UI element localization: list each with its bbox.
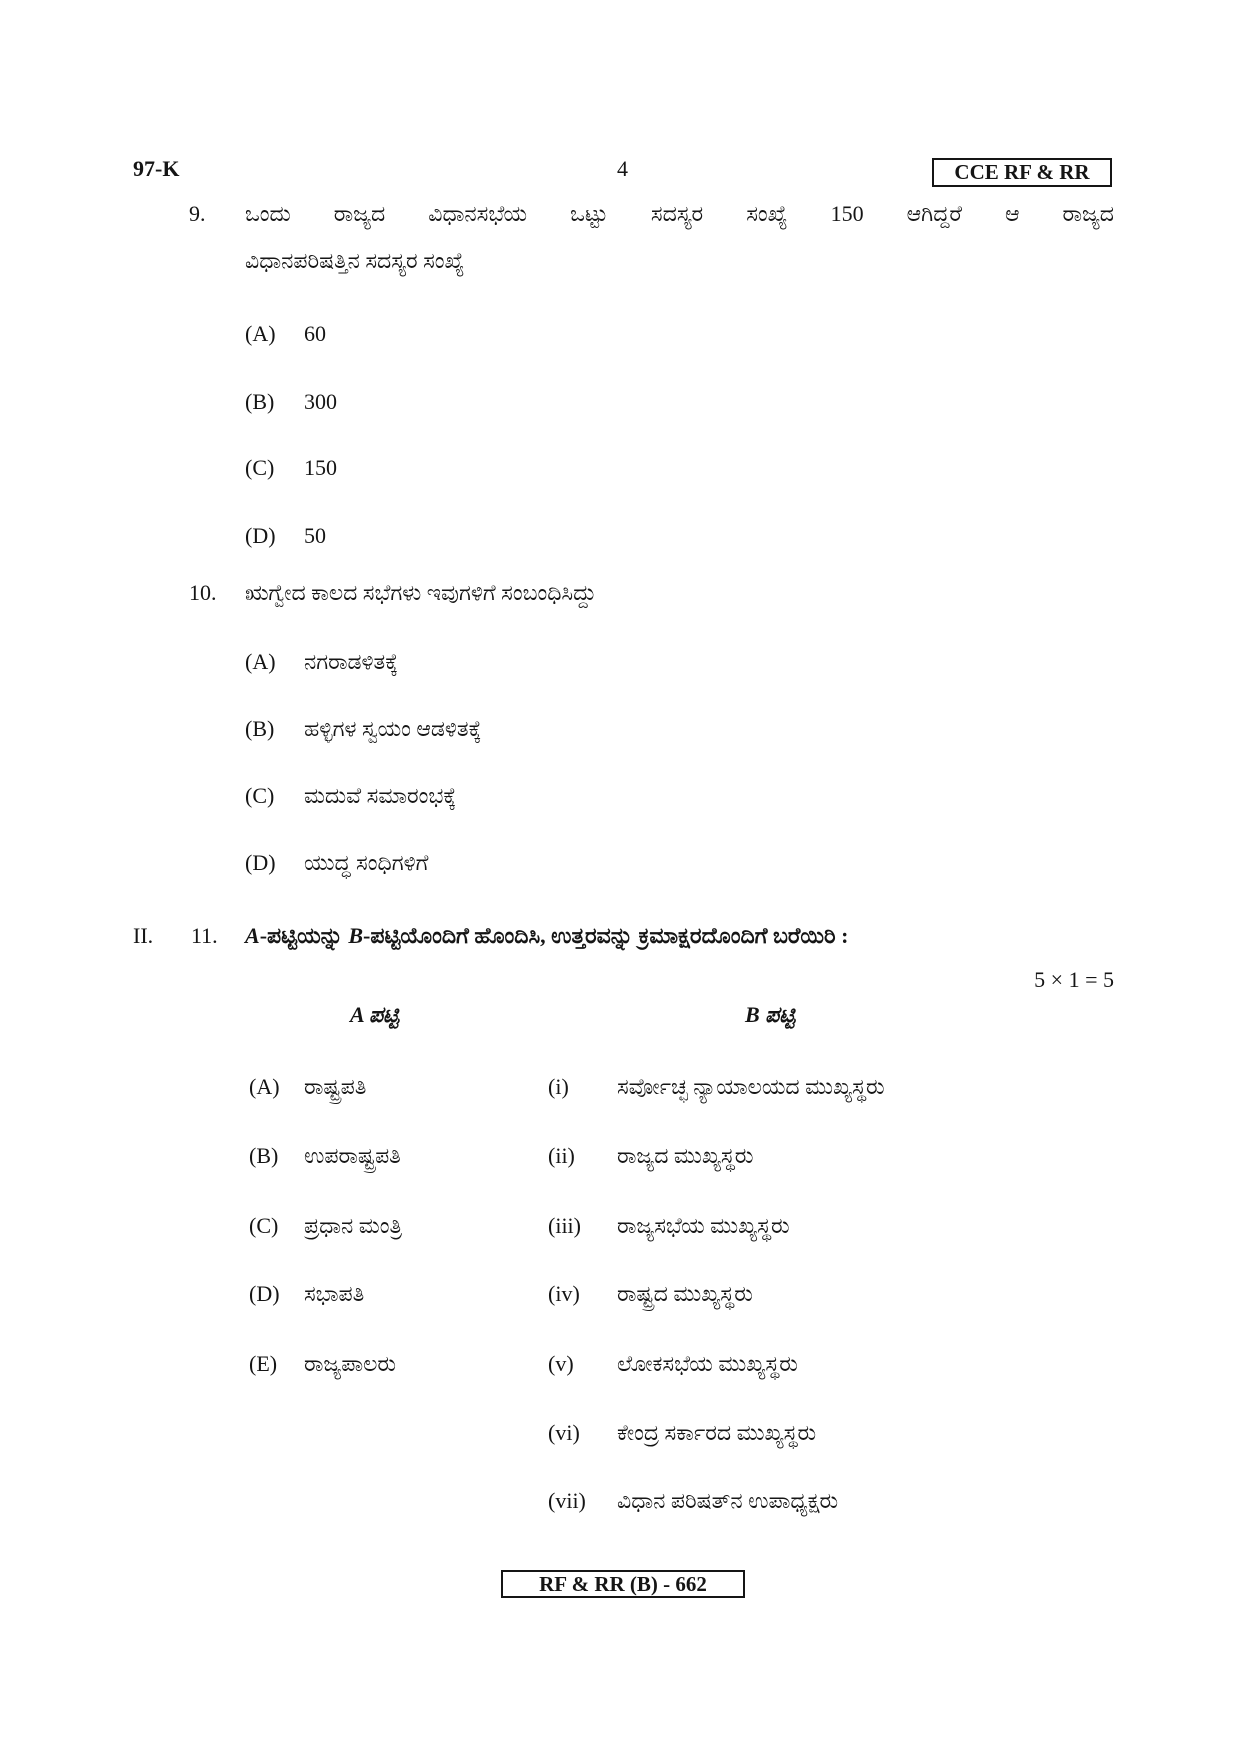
question-9-option xyxy=(245,455,337,481)
column-a-label: (D) xyxy=(249,1281,280,1306)
paper-code: 97-K xyxy=(133,156,180,181)
column-b-label: (vi) xyxy=(548,1420,580,1445)
page-number: 4 xyxy=(617,156,628,181)
question-9-text-line-2: ವಿಧಾನಪರಿಷತ್ತಿನ ಸದಸ್ಯರ ಸಂಖ್ಯೆ xyxy=(245,248,465,273)
option-text: ಮದುವೆ ಸಮಾರಂಭಕ್ಕೆ xyxy=(304,783,457,808)
column-a-item: ಪ್ರಧಾನ ಮಂತ್ರಿ xyxy=(304,1213,403,1238)
column-b-label: (iv) xyxy=(548,1281,580,1306)
column-b-item: ರಾಜ್ಯದ ಮುಖ್ಯಸ್ಥರು xyxy=(617,1143,754,1168)
column-b-label: (v) xyxy=(548,1351,574,1376)
column-a-item: ಸಭಾಪತಿ xyxy=(304,1281,365,1306)
list-b-letter: B xyxy=(348,923,364,948)
question-11-instruction xyxy=(245,923,848,949)
option-label: (B) xyxy=(245,389,275,414)
column-b-item: ಸರ್ವೋಚ್ಛ ನ್ಯಾಯಾಲಯದ ಮುಖ್ಯಸ್ಥರು xyxy=(617,1074,885,1099)
option-text: 50 xyxy=(304,523,326,548)
column-a-label: (C) xyxy=(249,1213,279,1238)
question-9-option xyxy=(245,389,337,415)
option-label: (C) xyxy=(245,455,275,480)
question-number-9: 9. xyxy=(189,201,206,226)
instruction-part: -ಪಟ್ಟಿಯನ್ನು xyxy=(259,923,349,948)
column-b-label: (i) xyxy=(548,1074,569,1099)
match-row xyxy=(249,1143,753,1169)
match-row xyxy=(249,1213,790,1239)
option-text: 300 xyxy=(304,389,337,414)
option-text: ಹಳ್ಳಿಗಳ ಸ್ವಯಂ ಆಡಳಿತಕ್ಕೆ xyxy=(304,716,482,741)
column-a-label: (A) xyxy=(249,1074,280,1099)
option-label: (A) xyxy=(245,649,276,674)
question-10-option xyxy=(245,850,428,876)
footer-code-box: RF & RR (B) - 662 xyxy=(501,1570,745,1598)
exam-tag-box: CCE RF & RR xyxy=(932,158,1112,187)
list-a-letter: A xyxy=(245,923,260,948)
option-label: (D) xyxy=(245,523,276,548)
column-b-item: ರಾಜ್ಯಸಭೆಯ ಮುಖ್ಯಸ್ಥರು xyxy=(617,1213,790,1238)
option-text: 60 xyxy=(304,321,326,346)
option-text: ನಗರಾಡಳಿತಕ್ಕೆ xyxy=(304,649,399,674)
question-10-option xyxy=(245,649,398,675)
section-number: II. xyxy=(133,923,154,948)
option-label: (B) xyxy=(245,716,275,741)
column-b-heading: B ಪಟ್ಟಿ xyxy=(745,1002,796,1027)
option-label: (D) xyxy=(245,850,276,875)
column-b-item: ವಿಧಾನ ಪರಿಷತ್‌ನ ಉಪಾಧ್ಯಕ್ಷರು xyxy=(617,1488,839,1513)
column-a-item: ರಾಷ್ಟ್ರಪತಿ xyxy=(304,1074,367,1099)
column-a-label: (E) xyxy=(249,1351,278,1376)
column-b-item: ರಾಷ್ಟ್ರದ ಮುಖ್ಯಸ್ಥರು xyxy=(617,1281,753,1306)
column-b-label: (vii) xyxy=(548,1488,586,1513)
column-a-item: ರಾಜ್ಯಪಾಲರು xyxy=(304,1351,396,1376)
marks-allocation: 5 × 1 = 5 xyxy=(1034,967,1114,992)
column-a-heading: A ಪಟ್ಟಿ xyxy=(350,1002,400,1027)
match-row xyxy=(249,1074,885,1100)
option-label: (A) xyxy=(245,321,276,346)
match-row xyxy=(249,1281,753,1307)
match-row xyxy=(249,1351,798,1377)
column-a-item: ಉಪರಾಷ್ಟ್ರಪತಿ xyxy=(304,1143,401,1168)
match-row xyxy=(548,1420,816,1446)
question-number-10: 10. xyxy=(189,580,217,605)
option-text: 150 xyxy=(304,455,337,480)
column-a-label: (B) xyxy=(249,1143,279,1168)
question-9-option xyxy=(245,523,326,549)
column-b-item: ಲೋಕಸಭೆಯ ಮುಖ್ಯಸ್ಥರು xyxy=(617,1351,798,1376)
question-9-text-line-1: ಒಂದು ರಾಜ್ಯದ ವಿಧಾನಸಭೆಯ ಒಟ್ಟು ಸದಸ್ಯರ ಸಂಖ್ಯೆ 150 ಆಗಿದ್ದರೆ ಆ ರಾಜ್ಯದ xyxy=(245,201,1114,226)
question-10-option xyxy=(245,716,481,742)
question-10-text: ಋಗ್ವೇದ ಕಾಲದ ಸಭೆಗಳು ಇವುಗಳಿಗೆ ಸಂಬಂಧಿಸಿದ್ದು xyxy=(245,580,597,605)
match-row xyxy=(548,1488,838,1514)
question-10-option xyxy=(245,783,456,809)
question-number-11: 11. xyxy=(191,923,218,948)
question-9-option xyxy=(245,321,326,347)
option-text: ಯುದ್ಧ ಸಂಧಿಗಳಿಗೆ xyxy=(304,850,429,875)
column-b-item: ಕೇಂದ್ರ ಸರ್ಕಾರದ ಮುಖ್ಯಸ್ಥರು xyxy=(617,1420,817,1445)
column-b-label: (iii) xyxy=(548,1213,581,1238)
option-label: (C) xyxy=(245,783,275,808)
instruction-part: -ಪಟ್ಟಿಯೊಂದಿಗೆ ಹೊಂದಿಸಿ, ಉತ್ತರವನ್ನು ಕ್ರಮಾಕ್ಷರದೊಂದಿಗೆ ಬರೆಯಿರಿ : xyxy=(363,923,849,948)
column-b-label: (ii) xyxy=(548,1143,575,1168)
